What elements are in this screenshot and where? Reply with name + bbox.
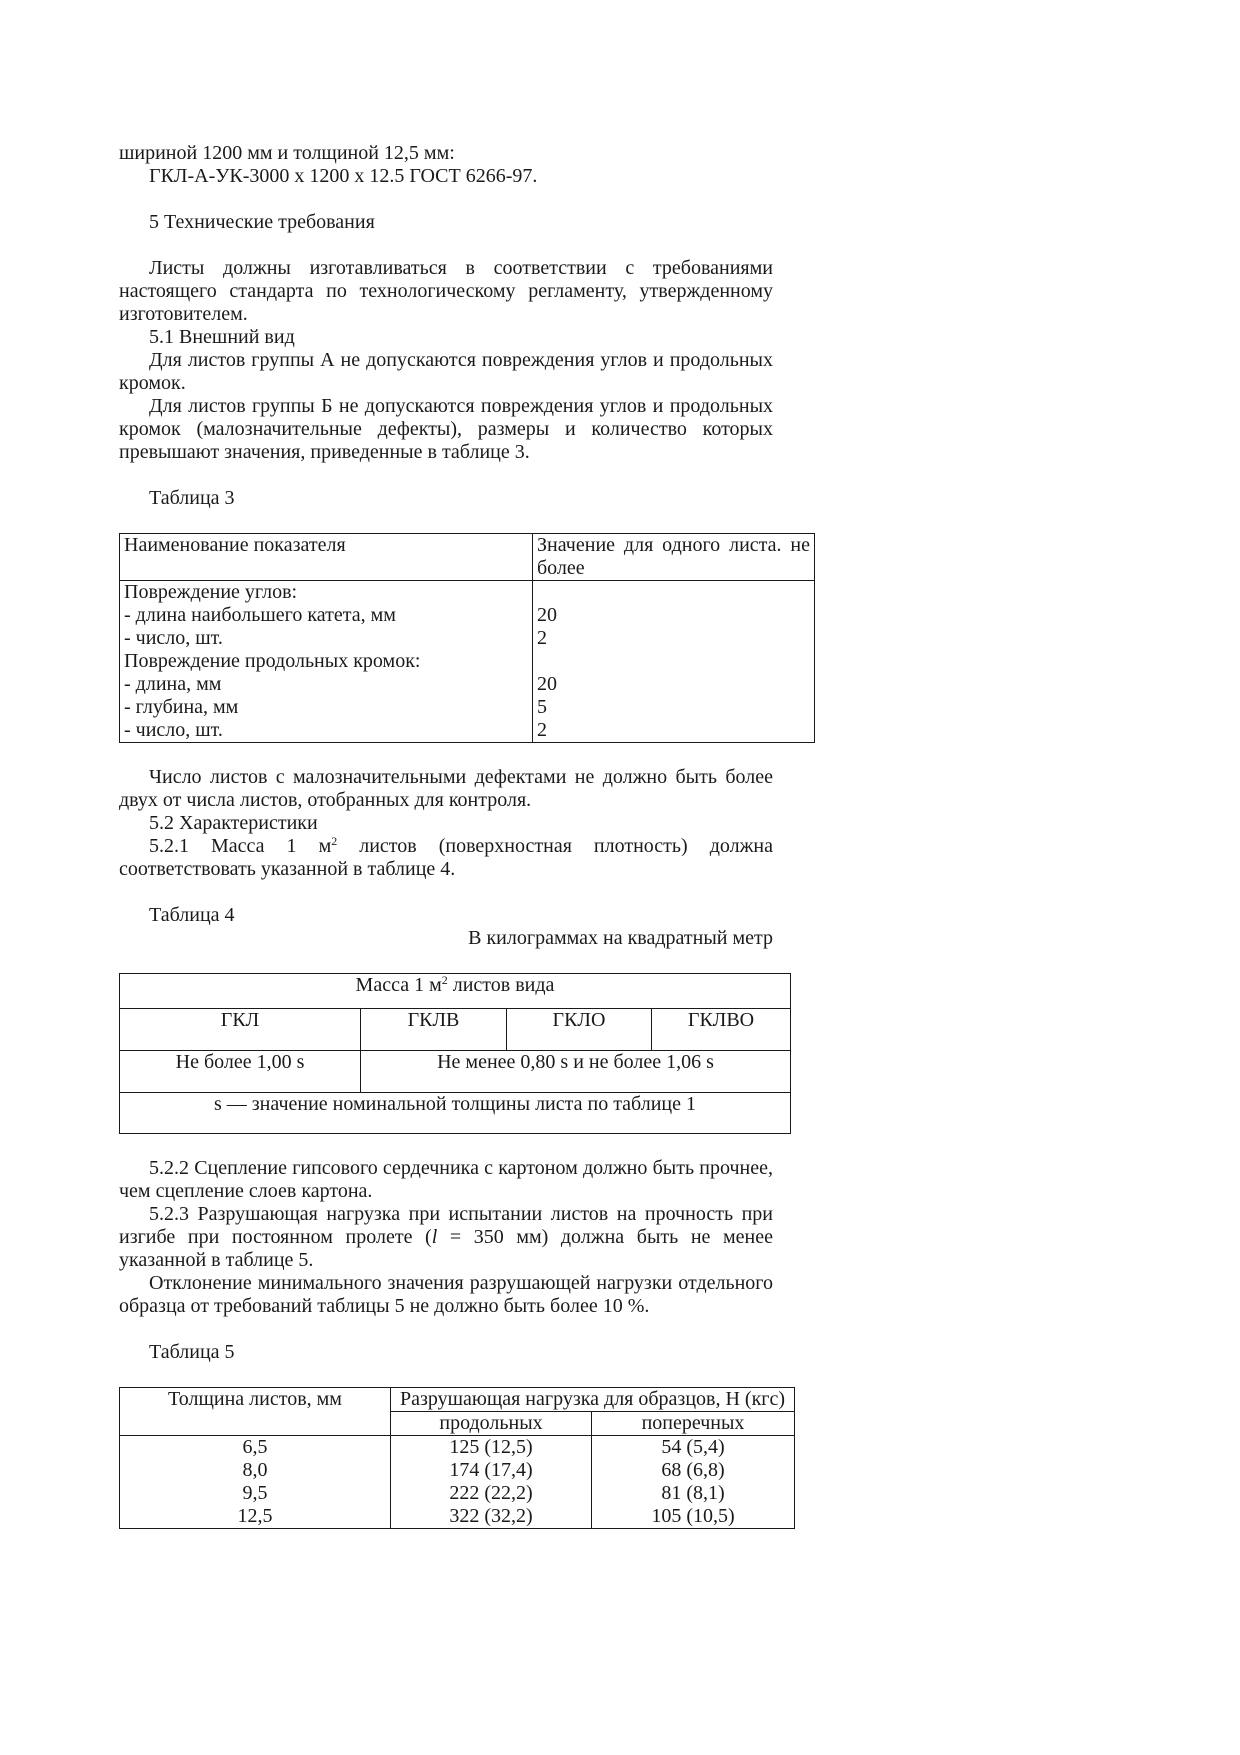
paragraph: Для листов группы А не допускаются повреждения углов и продольных кромок. (119, 349, 773, 394)
table-header-cell: Значение для одного листа. не более (533, 534, 815, 581)
table-cell (592, 1436, 795, 1529)
section-heading: 5 Технические требования (149, 211, 375, 233)
paragraph: Листы должны изготавливаться в соответствии с требованиями настоящего стандарта по технологическому регламенту, утвержденному изготовителем. (119, 257, 773, 325)
thickness-value: 9,5 (242, 1482, 268, 1504)
table-header-cell: Разрушающая нагрузка для образцов, Н (кгс) (391, 1388, 795, 1412)
table-units: В килограммах на квадратный метр (468, 927, 773, 949)
row-label: - длина наибольшего катета, мм (124, 604, 396, 626)
paragraph: 5.2.2 Сцепление гипсового сердечника с картоном должно быть прочнее, чем сцепление слоев картона. (119, 1157, 773, 1202)
table-header-cell: Наименование показателя (120, 534, 533, 581)
table-caption: Таблица 4 (149, 904, 235, 926)
table-cell (533, 581, 815, 743)
load-value: 125 (12,5) (449, 1436, 533, 1458)
designation-example: ГКЛ-А-УК-3000 х 1200 х 12.5 ГОСТ 6266-97. (149, 165, 538, 187)
table-cell (391, 1436, 592, 1529)
load-value: 222 (22,2) (449, 1482, 533, 1504)
thickness-value: 12,5 (237, 1505, 273, 1527)
paragraph: 5.2.1 Масса 1 $м^2$ листов (поверхностная плотность) должна соответствовать указанной в таблице 4. (119, 834, 773, 880)
table-4 (119, 973, 791, 1134)
table-3 (119, 533, 815, 743)
table-subheader-cell: поперечных (592, 1412, 795, 1436)
row-label: Повреждение продольных кромок: (124, 650, 421, 672)
row-value: 20 (537, 673, 557, 695)
row-label: Повреждение углов: (124, 581, 298, 603)
row-value (537, 650, 810, 673)
table-note-cell: s — значение номинальной толщины листа по таблице 1 (120, 1093, 791, 1134)
table-header-cell: ГКЛ (120, 1009, 361, 1051)
load-value: 54 (5,4) (661, 1436, 725, 1458)
table-cell: Не менее 0,80 s и не более 1,06 s (361, 1051, 791, 1093)
paragraph: Число листов с малозначительными дефектами не должно быть более двух от числа листов, отобранных для контроля. (119, 766, 773, 811)
row-value: 5 (537, 696, 547, 718)
subsection-heading: 5.1 Внешний вид (149, 326, 295, 348)
load-value: 68 (6,8) (661, 1459, 725, 1481)
table-header-cell: Толщина листов, мм (120, 1388, 391, 1436)
table-5 (119, 1387, 795, 1529)
row-label: - число, шт. (124, 719, 223, 741)
table-header-cell: ГКЛВО (652, 1009, 791, 1051)
table-header-cell: ГКЛО (507, 1009, 652, 1051)
table-header-cell: ГКЛВ (361, 1009, 507, 1051)
document-page (119, 142, 810, 1529)
subsection-heading: 5.2 Характеристики (149, 812, 318, 834)
row-label: - число, шт. (124, 627, 223, 649)
load-value: 174 (17,4) (449, 1459, 533, 1481)
paragraph: Для листов группы Б не допускаются повреждения углов и продольных кромок (малозначительные дефекты), размеры и количество которых превышают значения, приведенные в таблице 3. (119, 395, 773, 463)
thickness-value: 8,0 (242, 1459, 268, 1481)
table-cell (120, 581, 533, 743)
row-value: 20 (537, 604, 557, 626)
table-caption: Таблица 3 (149, 487, 235, 509)
table-subheader-cell: продольных (391, 1412, 592, 1436)
row-label: - глубина, мм (124, 696, 239, 718)
row-value (537, 581, 810, 604)
table-cell (120, 1436, 391, 1529)
row-label: - длина, мм (124, 673, 222, 695)
table-title-cell: Масса 1 $м^2$ листов вида (120, 974, 791, 1009)
intro-line: шириной 1200 мм и толщиной 12,5 мм: (119, 142, 455, 164)
table-cell: Не более 1,00 s (120, 1051, 361, 1093)
load-value: 322 (32,2) (449, 1505, 533, 1527)
row-value: 2 (537, 627, 547, 649)
paragraph: 5.2.3 Разрушающая нагрузка при испытании листов на прочность при изгибе при постоянном пролете (l = 350 мм) должна быть не менее указанной в таблице 5. (119, 1203, 773, 1271)
paragraph: Отклонение минимального значения разрушающей нагрузки отдельного образца от требований таблицы 5 не должно быть более 10 %. (119, 1272, 773, 1317)
load-value: 105 (10,5) (651, 1505, 735, 1527)
table-caption: Таблица 5 (149, 1341, 235, 1363)
row-value: 2 (537, 719, 547, 741)
thickness-value: 6,5 (242, 1436, 268, 1458)
load-value: 81 (8,1) (661, 1482, 725, 1504)
